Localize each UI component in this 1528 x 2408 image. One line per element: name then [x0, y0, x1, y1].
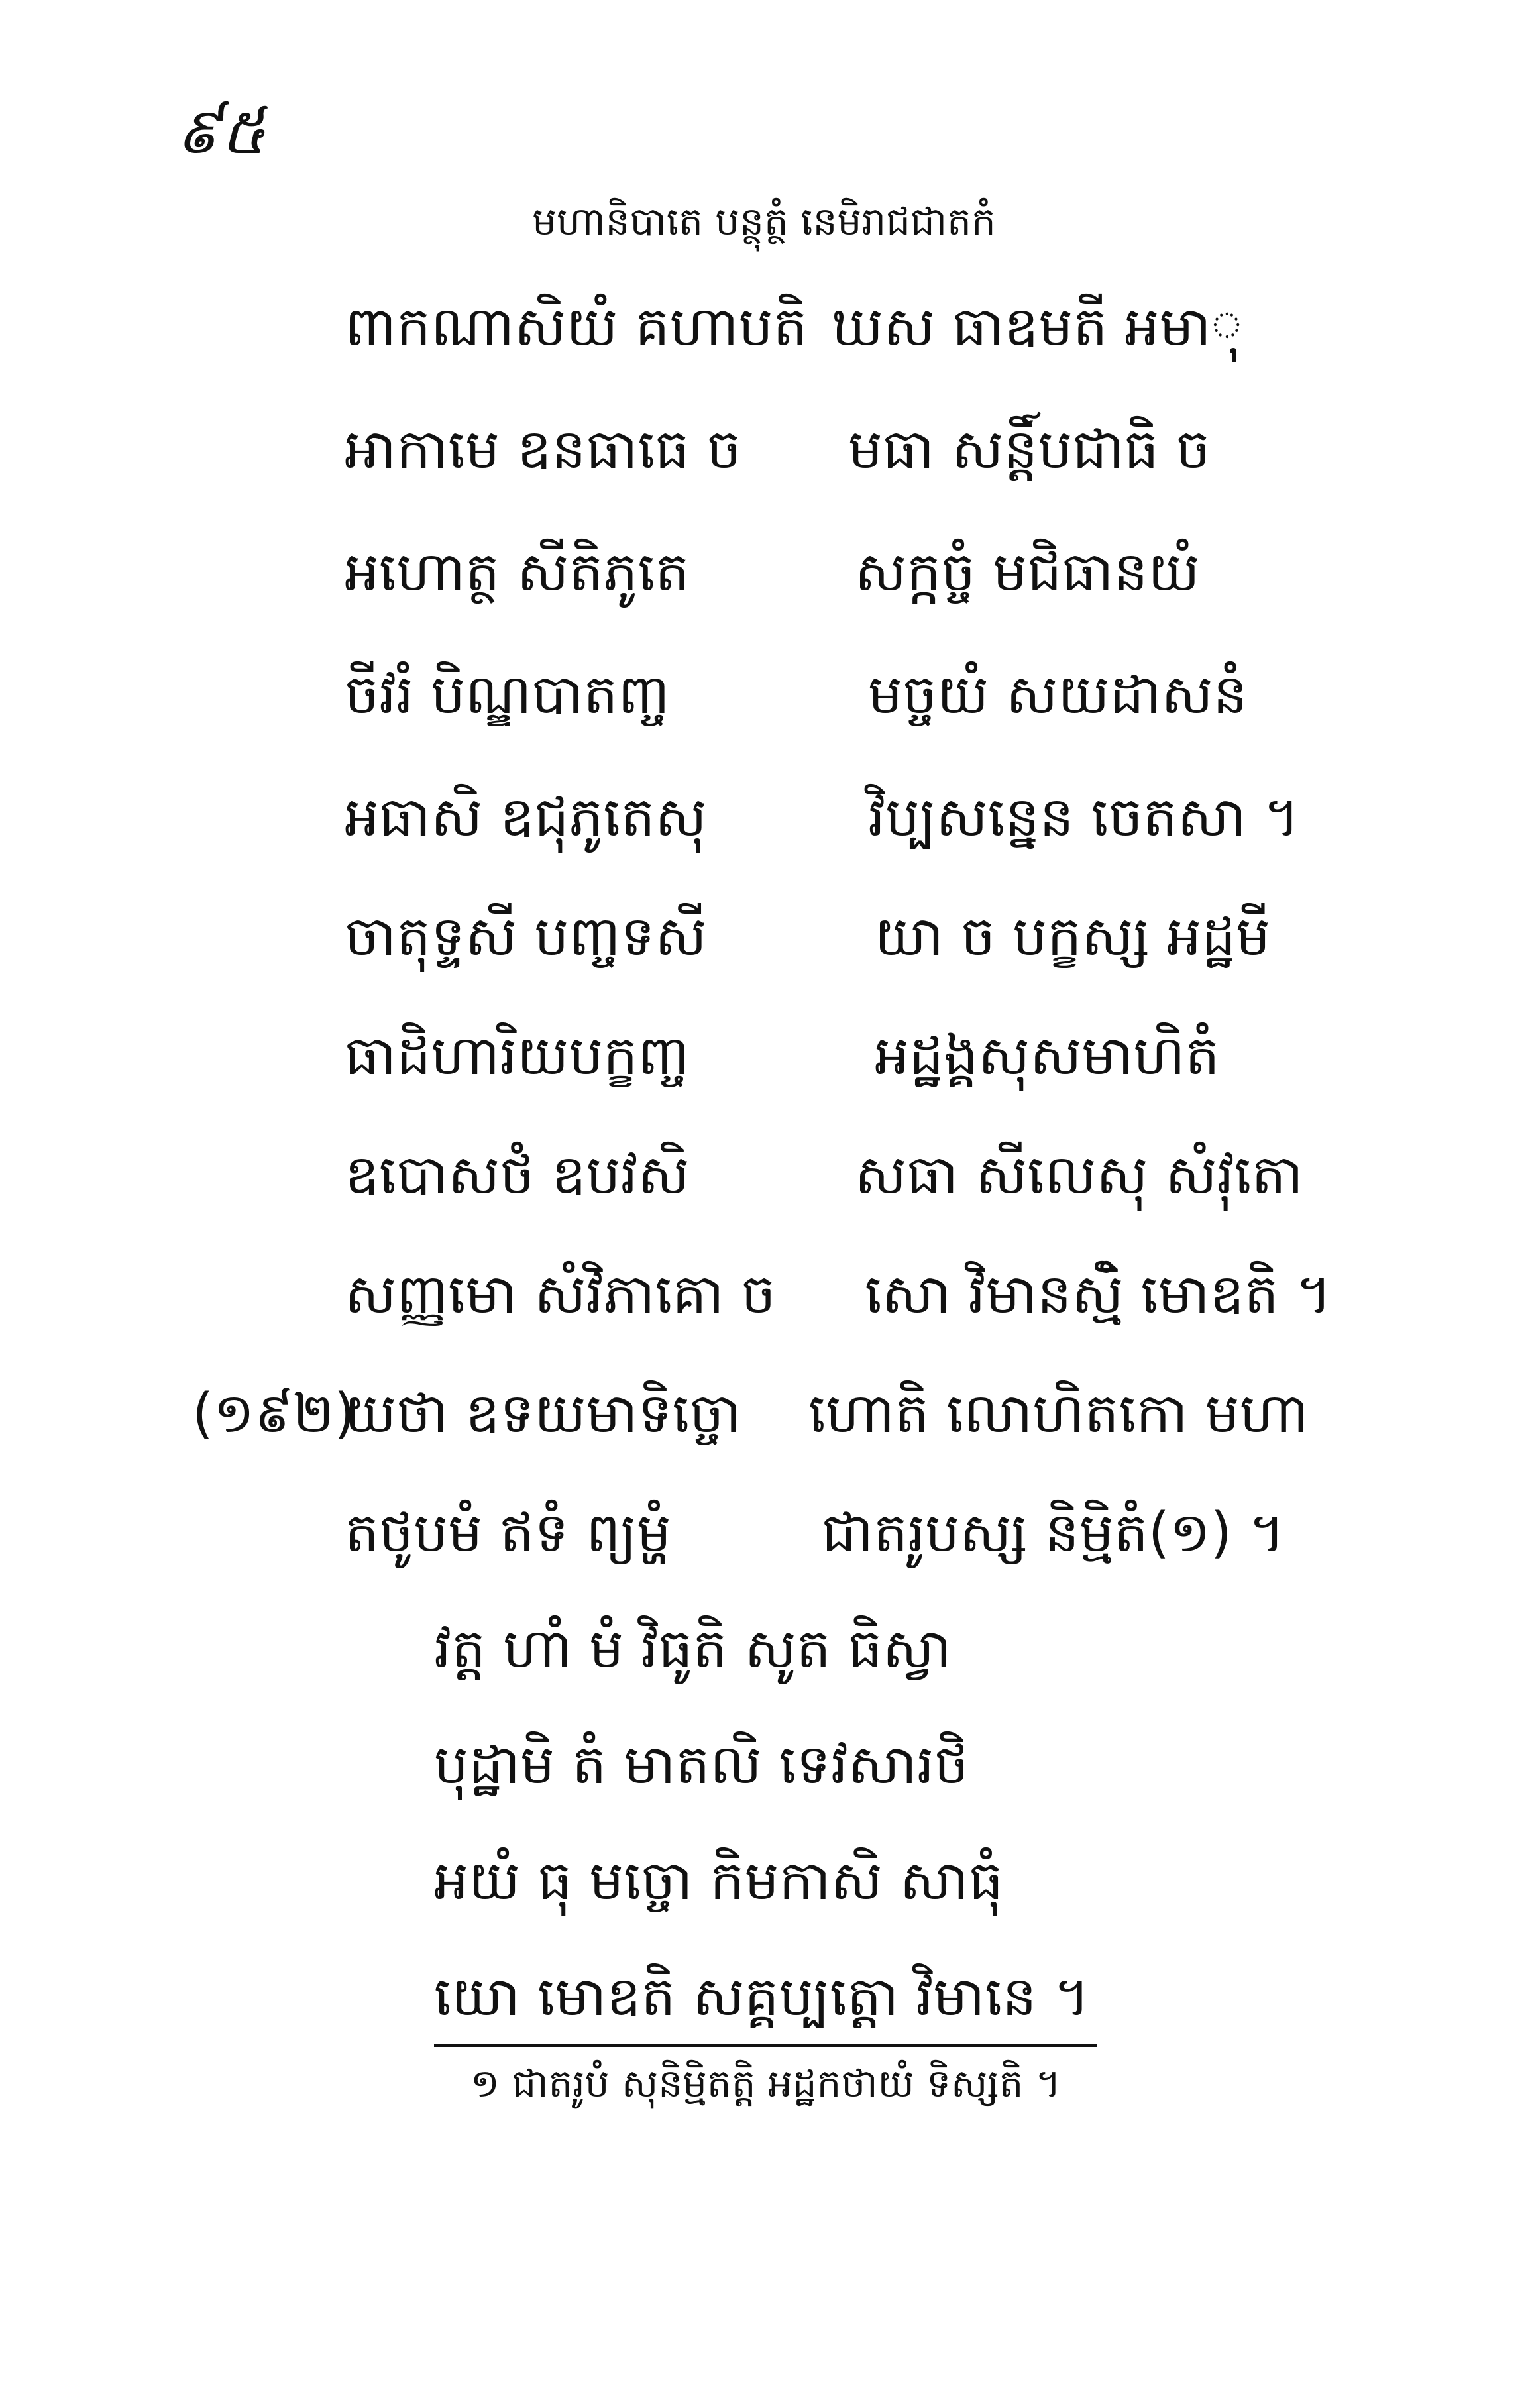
verse-half-a: អធាសិ ឧជុភូតេសុ	[345, 786, 707, 849]
verse-half-b: យា ច បក្ខស្ស អដ្ឋមី	[875, 905, 1271, 968]
paragraph-number: (១៩២)	[192, 1382, 356, 1445]
verse-half-b: សោ វិមានស្មិំ មោឧតិ ។	[865, 1263, 1332, 1326]
verse-half-b: មច្ចយំ សយដាសនំ	[868, 663, 1248, 726]
verse-half-a: យថា ឧទយមាទិច្ចោ	[345, 1382, 741, 1445]
verse-half-a: ឧបោសថំ ឧបវសិ	[345, 1144, 690, 1207]
verse-half-b: អដ្ឋង្គសុសមាហិតំ	[875, 1024, 1220, 1087]
page-header: មហានិបាតេ បន្ថុត្ថំ នេមិរាជជាតកំ	[532, 199, 996, 244]
verse-half-a: វត្ត ហាំ មំ វិធូតិ សូត ធិស្វា	[434, 1617, 952, 1680]
verse-half-a: តថូបមំ ឥទំ ព្យម្ហំ	[345, 1502, 671, 1564]
verse-half-b: ហោតិ លោហិតកោ មហា	[808, 1382, 1309, 1445]
verse-half-a: អហោត្ថ សីតិភូតេ	[345, 541, 690, 604]
verse-half-a: អយំ ធុ ម​ច្ចោ កិមកាសិ សាធុំ	[434, 1849, 1003, 1912]
verse-half-a: ចាតុទ្ទសី បញ្ចទសី	[345, 905, 707, 968]
verse-half-b: សធា សីលេសុ សំវុតោ	[855, 1144, 1303, 1207]
verse-half-a: យោ មោឧតិ សគ្គប្បត្តោ វិមានេ ។	[434, 1965, 1090, 2028]
verse-half-b: សក្កច្ចំ មជិធានយំ	[855, 541, 1200, 604]
verse-half-a: ធាដិហារិយបក្ខញ្ច	[345, 1024, 690, 1087]
verse-half-a: ចីវរំ បិណ្ឌបាតញ្ច	[345, 663, 670, 726]
footnote: ១ ជាតរូបំ សុនិម្មិតត្តិ អដ្ឋកថាយំ ទិស្សតិ ។	[470, 2061, 1062, 2106]
verse-half-a: សញ្ញមោ សំវិភាគោ ច	[345, 1263, 776, 1326]
verse-half-a: អាកាមេ ឧនធាធេ ច	[345, 418, 741, 481]
verse-half-b: វិប្បសន្នេន ចេតសា ។	[868, 786, 1300, 849]
verse-half-b: ឃស ធាឧមតី អមាុ	[832, 296, 1243, 358]
verse-half-a: បុដ្ឋាមិ តំ មាតលិ ទេវសារថិ	[434, 1733, 969, 1796]
verse-half-b: ជាតរូបស្ស និម្មិតំ(១) ។	[822, 1502, 1285, 1564]
verse-half-b: មធា សន្តិ៍បជាធិ ច	[848, 418, 1211, 481]
page-number: ៩៥	[176, 94, 266, 168]
verse-half-a: ពាកណាសិយំ គហាបតិ	[345, 296, 808, 358]
footnote-divider	[434, 2044, 1097, 2047]
